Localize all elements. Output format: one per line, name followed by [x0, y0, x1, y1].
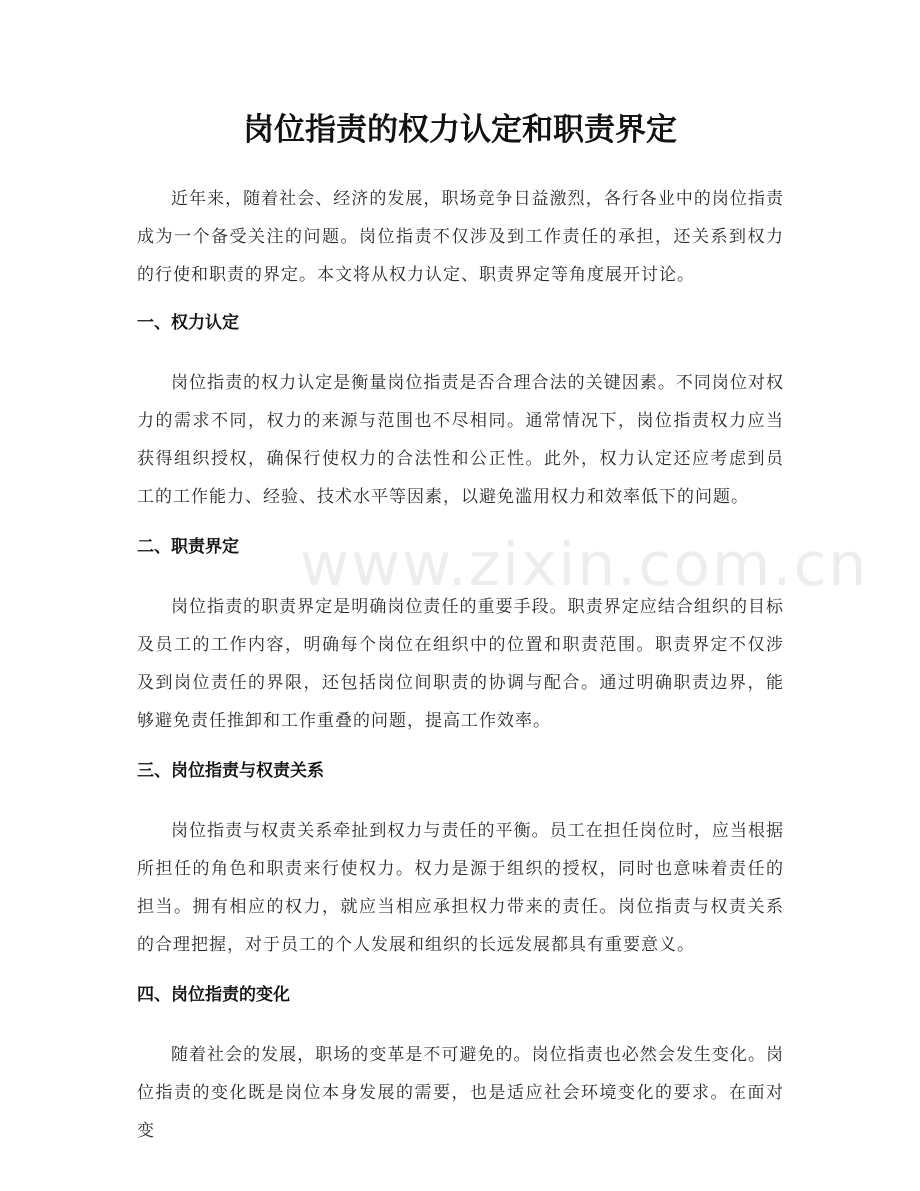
- section-body-power: 岗位指责的权力认定是衡量岗位指责是否合理合法的关键因素。不同岗位对权力的需求不同，权力的来源与范围也不尽相同。通常情况下，岗位指责权力应当获得组织授权，确保行使权力的合法性和公正性。此外，权力认定还应考虑到员工的工作能力、经验、技术水平等因素，以避免滥用权力和效率低下的问题。: [137, 373, 784, 507]
- section-heading-rights-responsibilities: 三、岗位指责与权责关系: [137, 761, 324, 781]
- section-body-duties: 岗位指责的职责界定是明确岗位责任的重要手段。职责界定应结合组织的目标及员工的工作内容，明确每个岗位在组织中的位置和职责范围。职责界定不仅涉及到岗位责任的界限，还包括岗位间职责的协调与配合。通过明确职责边界，能够避免责任推卸和工作重叠的问题，提高工作效率。: [137, 597, 784, 731]
- section-heading-changes: 四、岗位指责的变化: [137, 985, 290, 1005]
- page-title: 岗位指责的权力认定和职责界定: [243, 112, 677, 148]
- intro-paragraph: 近年来，随着社会、经济的发展，职场竞争日益激烈，各行各业中的岗位指责成为一个备受关注的问题。岗位指责不仅涉及到工作责任的承担，还关系到权力的行使和职责的界定。本文将从权力认定、职责界定等角度展开讨论。: [137, 189, 784, 285]
- section-heading-power: 一、权力认定: [137, 313, 239, 333]
- section-heading-duties: 二、职责界定: [137, 537, 239, 557]
- document-body: [137, 180, 784, 1150]
- section-body-rights-responsibilities: 岗位指责与权责关系牵扯到权力与责任的平衡。员工在担任岗位时，应当根据所担任的角色和职责来行使权力。权力是源于组织的授权，同时也意味着责任的担当。拥有相应的权力，就应当相应承担权力带来的责任。岗位指责与权责关系的合理把握，对于员工的个人发展和组织的长远发展都具有重要意义。: [137, 821, 784, 955]
- watermark: www.zixin.com.cn: [300, 530, 869, 600]
- section-body-changes: 随着社会的发展，职场的变革是不可避免的。岗位指责也必然会发生变化。岗位指责的变化既是岗位本身发展的需要，也是适应社会环境变化的要求。在面对变: [137, 1045, 784, 1141]
